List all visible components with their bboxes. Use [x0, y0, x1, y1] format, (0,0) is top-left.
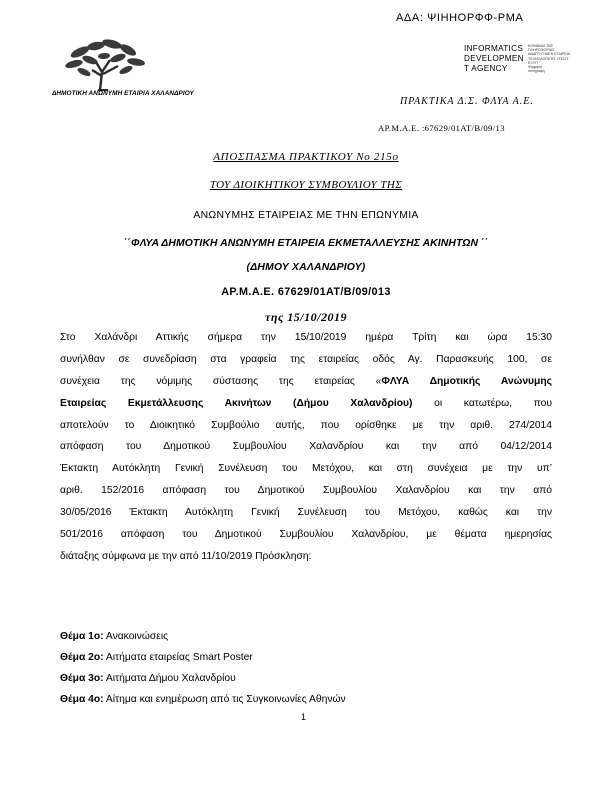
ada-code: ΑΔΑ: ΨΙΗΗΟΡΦΦ-ΡΜΑ: [396, 12, 524, 24]
agency-line: T AGENCY: [464, 64, 508, 73]
company-bold-name: ΦΛΥΑ Δημοτικής Ανώνυμης: [381, 375, 552, 387]
body-line: [60, 371, 552, 393]
signature-line: ΑΝΑΠΤΥΞΙΑΚΗ ΕΤΑΙΡΕΙΑ: [528, 52, 571, 57]
body-text: συνέχεια της νόμιμης σύστασης της εταιρείας «: [60, 375, 382, 387]
signature-line: ΕΞΥΠ: [528, 60, 538, 65]
agenda-item-label: Θέμα 1ο:: [60, 631, 104, 642]
agenda-topics: [60, 626, 346, 710]
agenda-item: [60, 668, 346, 689]
agenda-item-label: Θέμα 2ο:: [60, 652, 104, 663]
body-line: συνήλθαν σε συνεδρίαση στα γραφεία της εταιρείας οδός Αγ. Παρασκευής 100, σε: [60, 353, 552, 365]
agency-line: DEVELOPMEN: [464, 54, 524, 63]
body-line: 30/05/2016 Έκτακτη Αυτόκλητη Γενική Συνέλευση του Μετόχου, καθώς και την: [60, 507, 552, 519]
signature-line: ΚΟΙΝΩΝΙΑ ΤΗΣ: [528, 44, 554, 48]
body-line: απόφαση του Δημοτικού Συμβουλίου Χαλανδρίου και την από 04/12/2014: [60, 441, 552, 453]
minutes-body: [60, 327, 552, 568]
agenda-item-text: Αίτημα και ενημέρωση από τις Συγκοινωνίες Αθηνών: [103, 694, 346, 705]
signature-line: ΤΕΧΝΟΛΟΓΙΚΗΣ ΥΠΟΣΤ: [528, 56, 569, 61]
agency-line: INFORMATICS: [464, 44, 524, 53]
excerpt-title: ΑΠΟΣΠΑΣΜΑ ΠΡΑΚΤΙΚΟΥ Νο 215ο: [213, 151, 399, 163]
agenda-item: [60, 626, 346, 647]
agenda-item-label: Θέμα 3ο:: [60, 673, 104, 684]
body-line: αποτελούν το Διοικητικό Συμβούλιο αυτής, που ορίσθηκε με την αριθ. 274/2014: [60, 419, 552, 431]
signature-line: υπογραφή: [528, 69, 545, 74]
board-title: ΤΟΥ ΔΙΟΙΚΗΤΙΚΟΥ ΣΥΜΒΟΥΛΙΟΥ ΤΗΣ: [209, 179, 403, 191]
digital-signature-block: [528, 44, 570, 73]
body-line: Στο Χαλάνδρι Αττικής σήμερα την 15/10/2019 ημέρα Τρίτη και ώρα 15:30: [60, 332, 552, 343]
body-line: Έκτακτη Αυτόκλητη Γενική Συνέλευση του Μετόχου, και στη συνέχεια με την υπ’: [60, 463, 552, 475]
registration-number: ΑΡ.Μ.Α.Ε. 67629/01ΑΤ/Β/09/013: [221, 286, 391, 298]
agenda-item-text: Ανακοινώσεις: [103, 631, 169, 642]
agenda-item-label: Θέμα 4ο:: [60, 694, 104, 705]
municipality-name: (ΔΗΜΟΥ ΧΑΛΑΝΔΡΙΟΥ): [246, 262, 366, 273]
signature-line: ΠΛΗΡΟΦΟΡΙΑΣ: [528, 48, 555, 53]
company-name: ΄΄ΦΛΥΑ ΔΗΜΟΤΙΚΗ ΑΝΩΝΥΜΗ ΕΤΑΙΡΕΙΑ ΕΚΜΕΤΑΛΛΕΥΣΗΣ ΑΚΙΝΗΤΩΝ ΄΄: [123, 238, 489, 249]
agenda-item-text: Αιτήματα εταιρείας Smart Poster: [103, 652, 253, 663]
agenda-item: [60, 647, 346, 668]
agenda-item: [60, 689, 346, 710]
company-heading: ΑΝΩΝΥΜΗΣ ΕΤΑΙΡΕΙΑΣ ΜΕ ΤΗΝ ΕΠΩΝΥΜΙΑ: [193, 210, 419, 221]
body-line: αριθ. 152/2016 απόφαση του Δημοτικού Συμβουλίου Χαλανδρίου και την από: [60, 485, 552, 497]
minutes-label: ΠΡΑΚΤΙΚΑ Δ.Σ. ΦΛΥΑ Α.Ε.: [400, 96, 534, 107]
body-line: διάταξης σύμφωνα με την από 11/10/2019 Πρόσκληση:: [60, 550, 312, 562]
meeting-date: της 15/10/2019: [265, 310, 347, 324]
company-bold-name: Εταιρείας Εκμετάλλευσης Ακινήτων (Δήμου Χαλανδρίου): [60, 397, 413, 409]
page-number: 1: [301, 712, 307, 722]
reference-number: ΑΡ.Μ.Α.Ε. :67629/01ΑΤ/Β/09/13: [378, 123, 505, 133]
organization-name: ΔΗΜΟΤΙΚΗ ΑΝΩΝΥΜΗ ΕΤΑΙΡΙΑ ΧΑΛΑΝΔΡΙΟΥ: [52, 90, 194, 97]
agenda-item-text: Αιτήματα Δήμου Χαλανδρίου: [103, 673, 236, 684]
body-text: οι κατωτέρω, που: [412, 397, 552, 409]
agency-block: [464, 44, 524, 74]
body-line: [60, 393, 552, 415]
body-line: 501/2016 απόφαση του Δημοτικού Συμβουλίου Χαλανδρίου, με θέματα ημερησίας: [60, 529, 552, 541]
signature-line: Ψηφιακή: [528, 65, 543, 70]
tree-logo-icon: [56, 32, 152, 92]
